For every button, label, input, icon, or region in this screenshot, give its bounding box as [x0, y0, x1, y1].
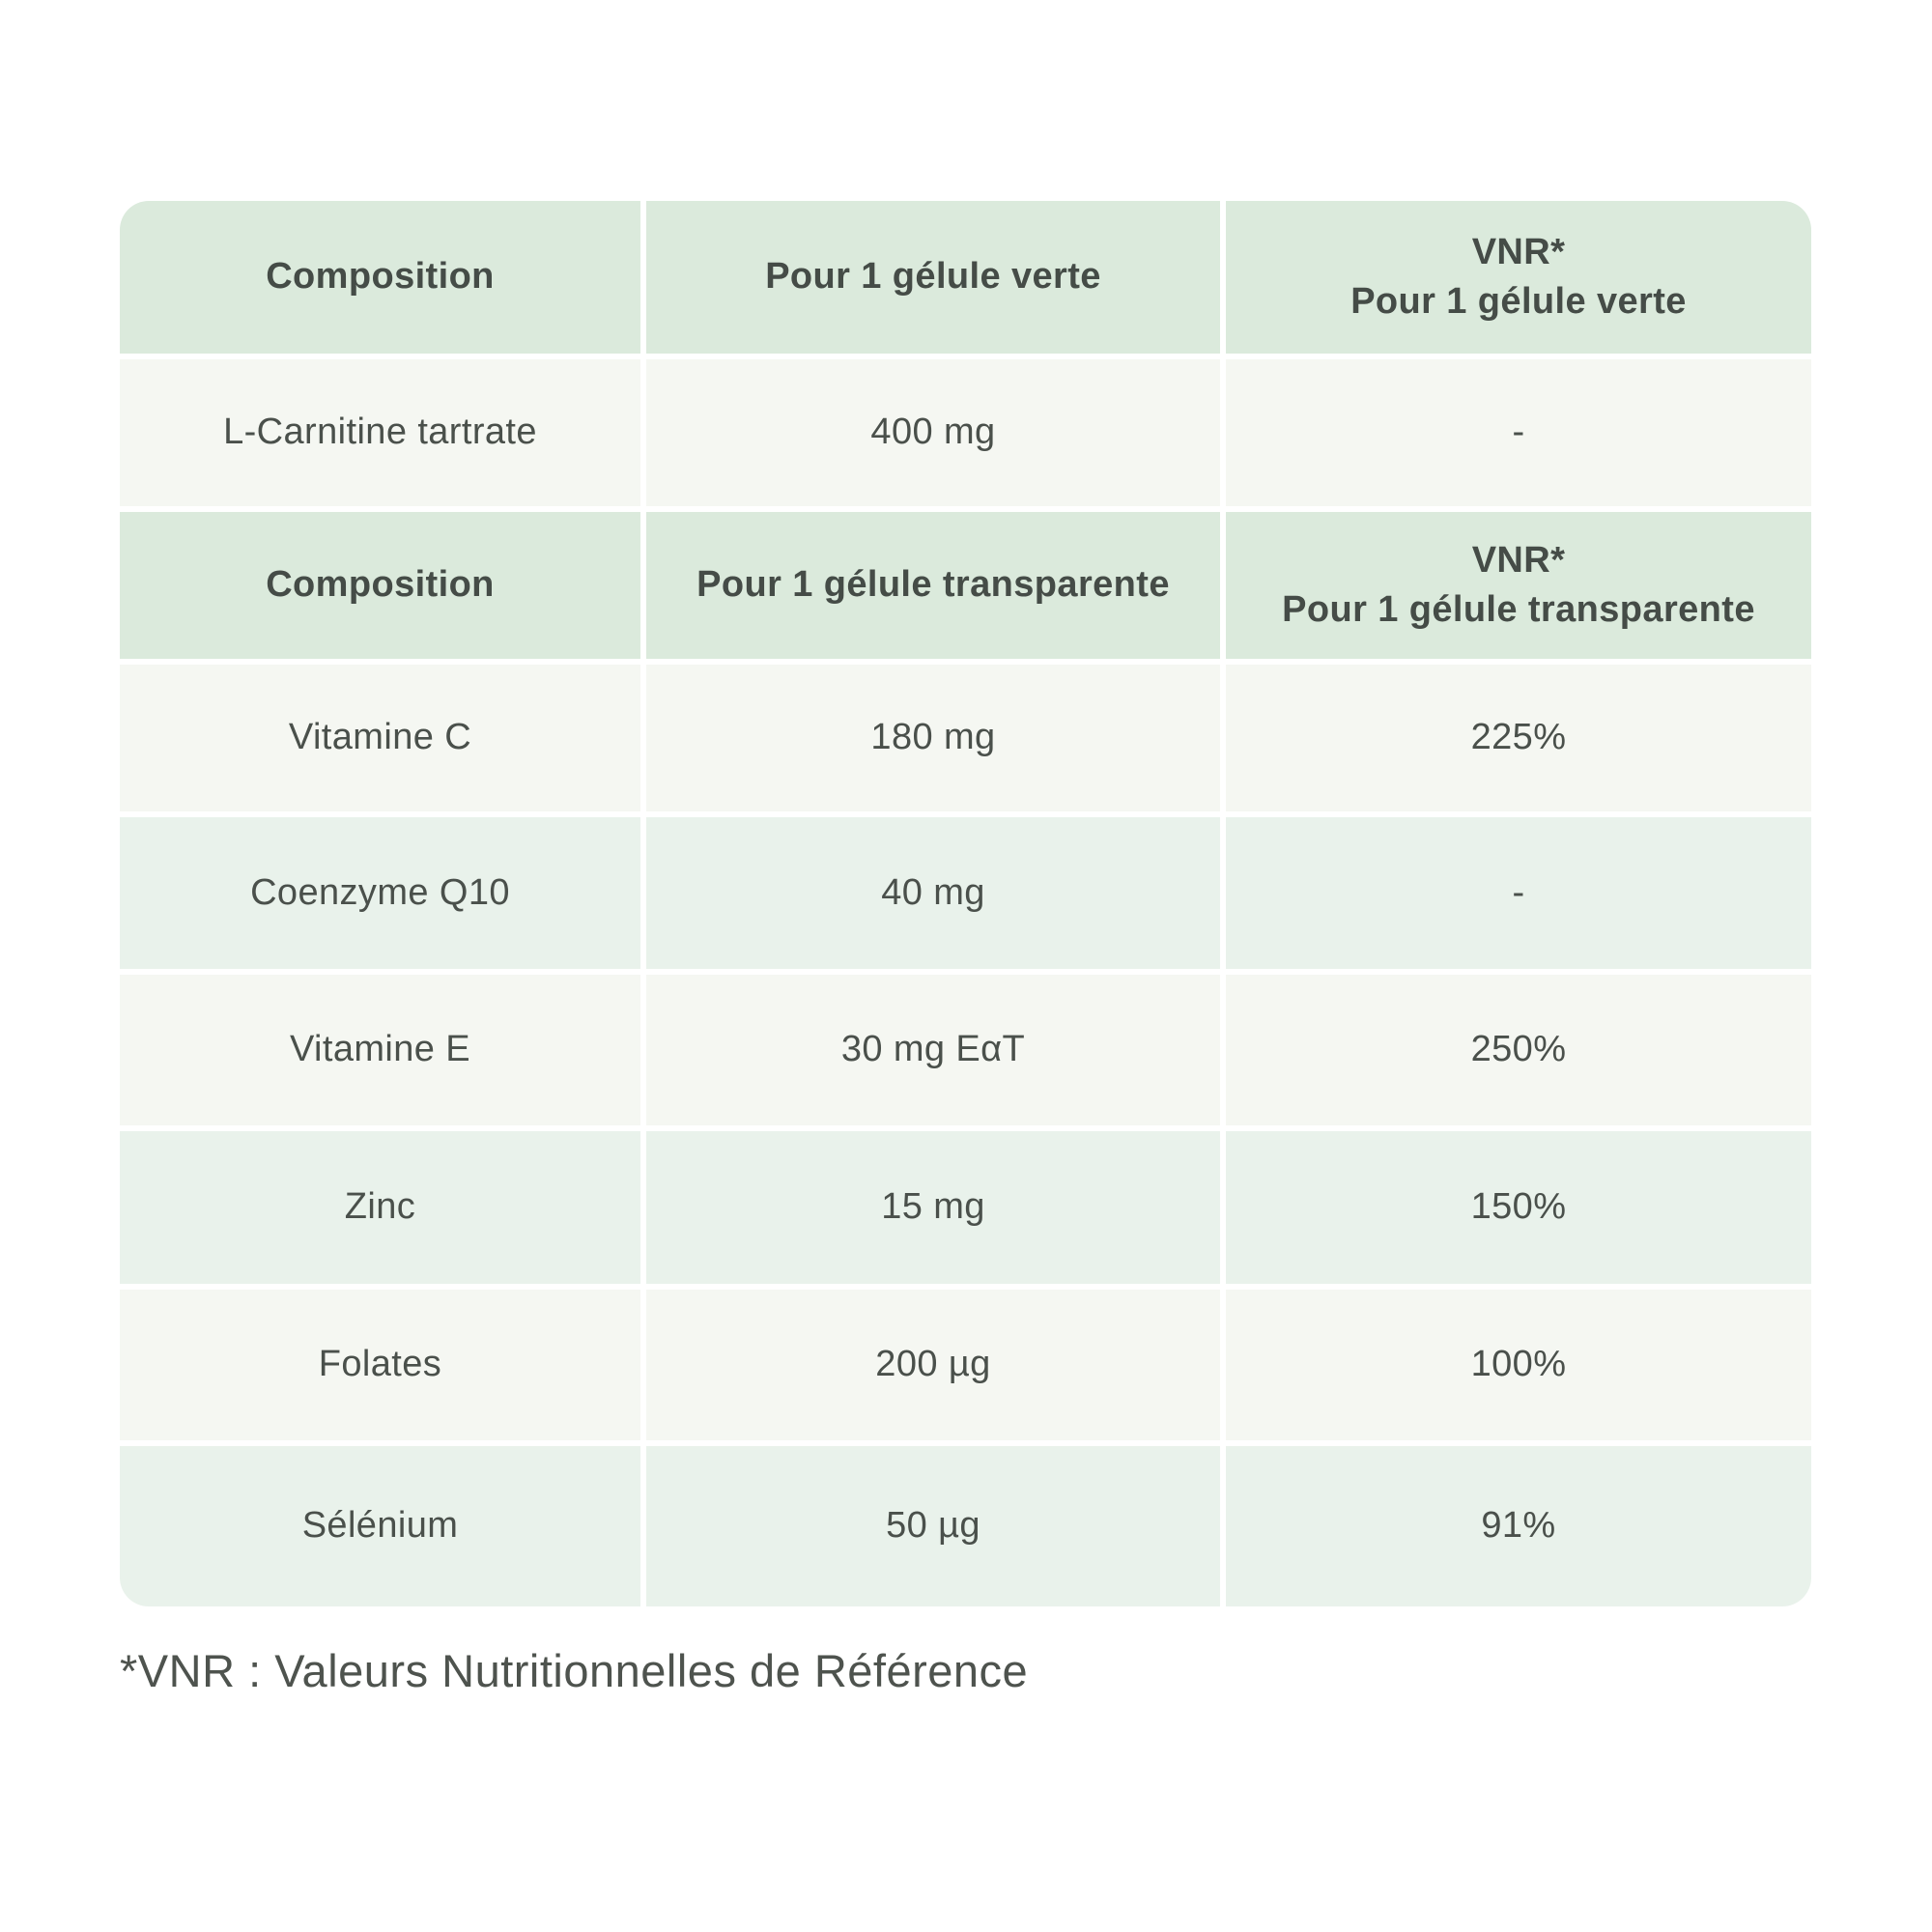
- ingredient-name-cell: Zinc: [120, 1131, 640, 1284]
- ingredient-name-cell: L-Carnitine tartrate: [120, 359, 640, 506]
- ingredient-amount-cell: 180 mg: [646, 665, 1220, 811]
- ingredient-amount-cell: 15 mg: [646, 1131, 1220, 1284]
- ingredient-amount-cell: 30 mg EαT: [646, 975, 1220, 1125]
- header-vnr-transparente: [1226, 512, 1811, 659]
- ingredient-name-cell: Folates: [120, 1290, 640, 1440]
- ingredient-name-cell: Sélénium: [120, 1446, 640, 1606]
- header-per-gelule-verte: Pour 1 gélule verte: [646, 201, 1220, 354]
- vnr-per-gelule-transparente-label: Pour 1 gélule transparente: [1282, 589, 1755, 630]
- vnr-footnote: *VNR : Valeurs Nutritionnelles de Référence: [120, 1645, 1029, 1696]
- ingredient-vnr-cell: 225%: [1226, 665, 1811, 811]
- header-composition-verte: Composition: [120, 201, 640, 354]
- ingredient-vnr-cell: 150%: [1226, 1131, 1811, 1284]
- header-per-gelule-transparente: Pour 1 gélule transparente: [646, 512, 1220, 659]
- vnr-star-label: VNR*: [1471, 231, 1566, 272]
- ingredient-vnr-cell: 91%: [1226, 1446, 1811, 1606]
- vnr-star-label: VNR*: [1471, 539, 1566, 581]
- ingredient-name-cell: Coenzyme Q10: [120, 817, 640, 969]
- ingredient-amount-cell: 200 µg: [646, 1290, 1220, 1440]
- header-composition-transparente: Composition: [120, 512, 640, 659]
- ingredient-name-cell: Vitamine C: [120, 665, 640, 811]
- ingredient-vnr-cell: 250%: [1226, 975, 1811, 1125]
- composition-table: [120, 201, 1811, 1606]
- ingredient-name-cell: Vitamine E: [120, 975, 640, 1125]
- vnr-per-gelule-verte-label: Pour 1 gélule verte: [1350, 281, 1687, 322]
- ingredient-amount-cell: 400 mg: [646, 359, 1220, 506]
- ingredient-amount-cell: 40 mg: [646, 817, 1220, 969]
- ingredient-vnr-cell: -: [1226, 817, 1811, 969]
- ingredient-vnr-cell: 100%: [1226, 1290, 1811, 1440]
- ingredient-amount-cell: 50 µg: [646, 1446, 1220, 1606]
- ingredient-vnr-cell: -: [1226, 359, 1811, 506]
- header-vnr-verte: [1226, 201, 1811, 354]
